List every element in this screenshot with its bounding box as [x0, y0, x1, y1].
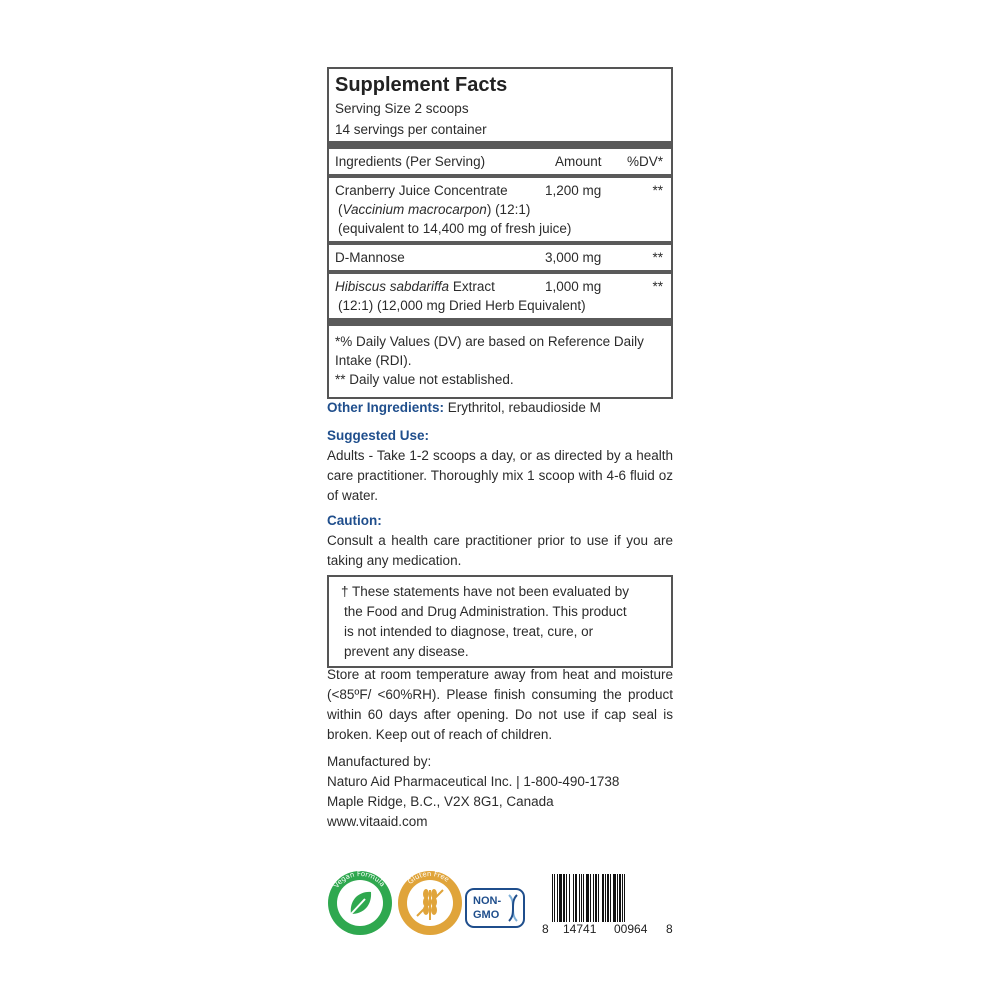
manufacturer-label: Manufactured by: [327, 754, 432, 769]
ingredient-amount: 1,200 mg [545, 183, 602, 198]
ingredient-row-hibiscus [329, 274, 671, 318]
disclaimer-line: is not intended to diagnose, treat, cure, or [344, 624, 594, 639]
ingredient-dv: ** [652, 250, 663, 265]
non-gmo-badge: NON- GMO [465, 888, 525, 928]
ingredient-row-d-mannose [329, 245, 671, 270]
barcode-left-group: 14741 [563, 922, 597, 936]
storage-instructions: Store at room temperature away from heat and moisture (<85ºF/ <60%RH). Please finish consuming the product within 60 days after opening. Do not use if cap seal is broken. Keep out of reach of children. [327, 667, 673, 742]
svg-text:Vegan Formula: Vegan Formula [332, 871, 387, 890]
ingredient-species: (Vaccinium macrocarpon) (12:1) [338, 202, 531, 217]
header-amount: Amount [555, 154, 602, 169]
facts-title: Supplement Facts [335, 74, 508, 96]
supplement-facts-panel [327, 67, 673, 399]
ingredient-name: Hibiscus sabdariffa Extract [335, 279, 495, 294]
manufacturer-block [327, 752, 673, 832]
other-ingredients [327, 398, 673, 418]
suggested-use-text: Adults - Take 1-2 scoops a day, or as directed by a health care practitioner. Thoroughly mix 1 scoop with 4-6 fluid oz of water. [327, 448, 673, 503]
ingredient-dv: ** [652, 279, 663, 294]
footnote: Intake (RDI). [335, 353, 412, 368]
wheat-icon [407, 880, 453, 926]
caution [327, 511, 673, 571]
ingredient-dv: ** [652, 183, 663, 198]
barcode-right-group: 00964 [614, 922, 648, 936]
header-dv: %DV* [626, 154, 663, 169]
barcode-check-digit: 8 [666, 922, 673, 936]
footnote: ** Daily value not established. [335, 372, 514, 387]
disclaimer-line: † These statements have not been evaluated by [341, 584, 629, 599]
suggested-use [327, 426, 673, 506]
caution-text: Consult a health care practitioner prior to use if you are taking any medication. [327, 533, 673, 568]
ingredient-name: D-Mannose [335, 250, 405, 265]
fda-disclaimer-box [327, 575, 673, 668]
divider-thick [329, 141, 671, 149]
ingredient-row-cranberry [329, 178, 671, 241]
disclaimer-line: prevent any disease. [344, 644, 469, 659]
vegan-badge [328, 871, 392, 935]
disclaimer-line: the Food and Drug Administration. This product [344, 604, 627, 619]
ingredient-name: Cranberry Juice Concentrate [335, 183, 508, 198]
facts-footnotes [329, 326, 671, 397]
leaf-icon [337, 880, 383, 926]
dna-icon [506, 893, 520, 923]
ingredient-amount: 1,000 mg [545, 279, 602, 294]
divider-thick [329, 318, 671, 326]
footnote: *% Daily Values (DV) are based on Reference Daily [335, 334, 644, 349]
serving-size: Serving Size 2 scoops [335, 101, 469, 116]
other-ingredients-label: Other Ingredients: [327, 400, 445, 415]
barcode [552, 874, 662, 922]
manufacturer-company: Naturo Aid Pharmaceutical Inc. | 1-800-490-1738 [327, 774, 620, 789]
manufacturer-website: www.vitaaid.com [327, 814, 428, 829]
barcode-first-digit: 8 [542, 922, 549, 936]
ingredient-equivalent: (equivalent to 14,400 mg of fresh juice) [338, 221, 572, 236]
header-ingredients: Ingredients (Per Serving) [335, 154, 486, 169]
suggested-use-label: Suggested Use: [327, 428, 430, 443]
caution-label: Caution: [327, 513, 382, 528]
manufacturer-address: Maple Ridge, B.C., V2X 8G1, Canada [327, 794, 554, 809]
ingredient-equivalent: (12:1) (12,000 mg Dried Herb Equivalent) [338, 298, 586, 313]
gluten-free-badge [398, 871, 462, 935]
other-ingredients-text: Erythritol, rebaudioside M [444, 400, 601, 415]
servings-per-container: 14 servings per container [335, 122, 487, 137]
facts-header-row [329, 149, 671, 174]
ingredient-amount: 3,000 mg [545, 250, 602, 265]
svg-text:Gluten Free: Gluten Free [406, 871, 451, 886]
